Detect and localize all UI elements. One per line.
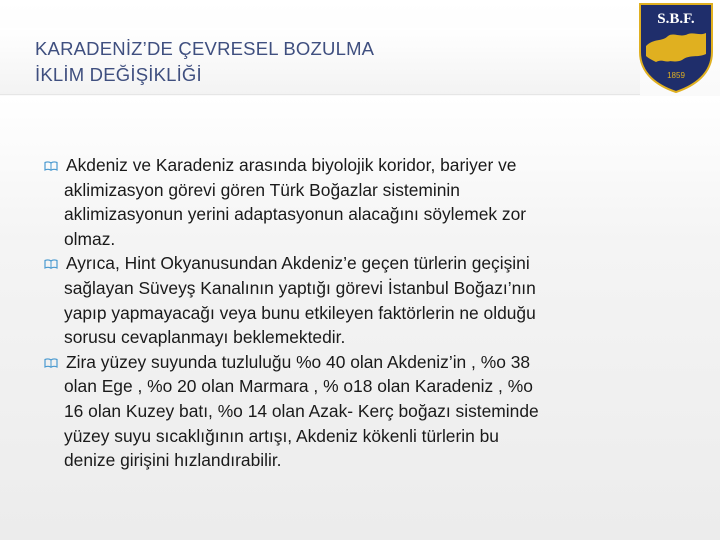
bullet-3-line-4: yüzey suyu sıcaklığının artışı, Akdeniz kökenli türlerin bu	[64, 425, 499, 446]
bullet-2-line-4: sorusu cevaplanmayı beklemektedir.	[64, 327, 346, 348]
bullet-item-3	[44, 350, 684, 473]
bullet-item-2	[44, 251, 684, 349]
logo-year: 1859	[667, 71, 685, 80]
bullet-2-line-2: sağlayan Süveyş Kanalının yaptığı görevi İstanbul Boğazı’nın	[64, 277, 536, 298]
bullet-list	[44, 153, 684, 473]
book-icon	[44, 259, 58, 269]
book-icon	[44, 358, 58, 368]
bullet-1-line-2: aklimizasyon görevi gören Türk Boğazlar sisteminin	[64, 179, 460, 200]
bullet-3-line-5: denize girişini hızlandırabilir.	[64, 450, 282, 471]
bullet-1-line-4: olmaz.	[64, 228, 116, 249]
bullet-3-line-2: olan Ege , %o 20 olan Marmara , % o18 olan Karadeniz , %o	[64, 376, 533, 397]
bullet-2-line-3: yapıp yapmayacağı veya bunu etkileyen faktörlerin ne olduğu	[64, 302, 536, 323]
bullet-1-line-3: aklimizasyonun yerini adaptasyonun alacağını söylemek zor	[64, 204, 527, 225]
bullet-2-line-1: Ayrıca, Hint Okyanusundan Akdeniz’e geçen türlerin geçişini	[66, 253, 530, 274]
slide-title	[35, 36, 595, 88]
bullet-item-1	[44, 153, 684, 251]
bullet-3-line-1: Zira yüzey suyunda tuzluluğu %o 40 olan Akdeniz’in , %o 38	[66, 351, 531, 372]
sbf-logo	[636, 2, 716, 94]
title-line-1: KARADENİZ’DE ÇEVRESEL BOZULMA	[35, 38, 375, 59]
bullet-1-line-1: Akdeniz ve Karadeniz arasında biyolojik koridor, bariyer ve	[66, 155, 517, 175]
book-icon	[44, 161, 58, 171]
logo-text: S.B.F.	[657, 11, 695, 27]
title-line-2: İKLİM DEĞİŞİKLİĞİ	[35, 64, 202, 85]
bullet-3-line-3: 16 olan Kuzey batı, %o 14 olan Azak- Kerç boğazı sisteminde	[64, 400, 539, 421]
